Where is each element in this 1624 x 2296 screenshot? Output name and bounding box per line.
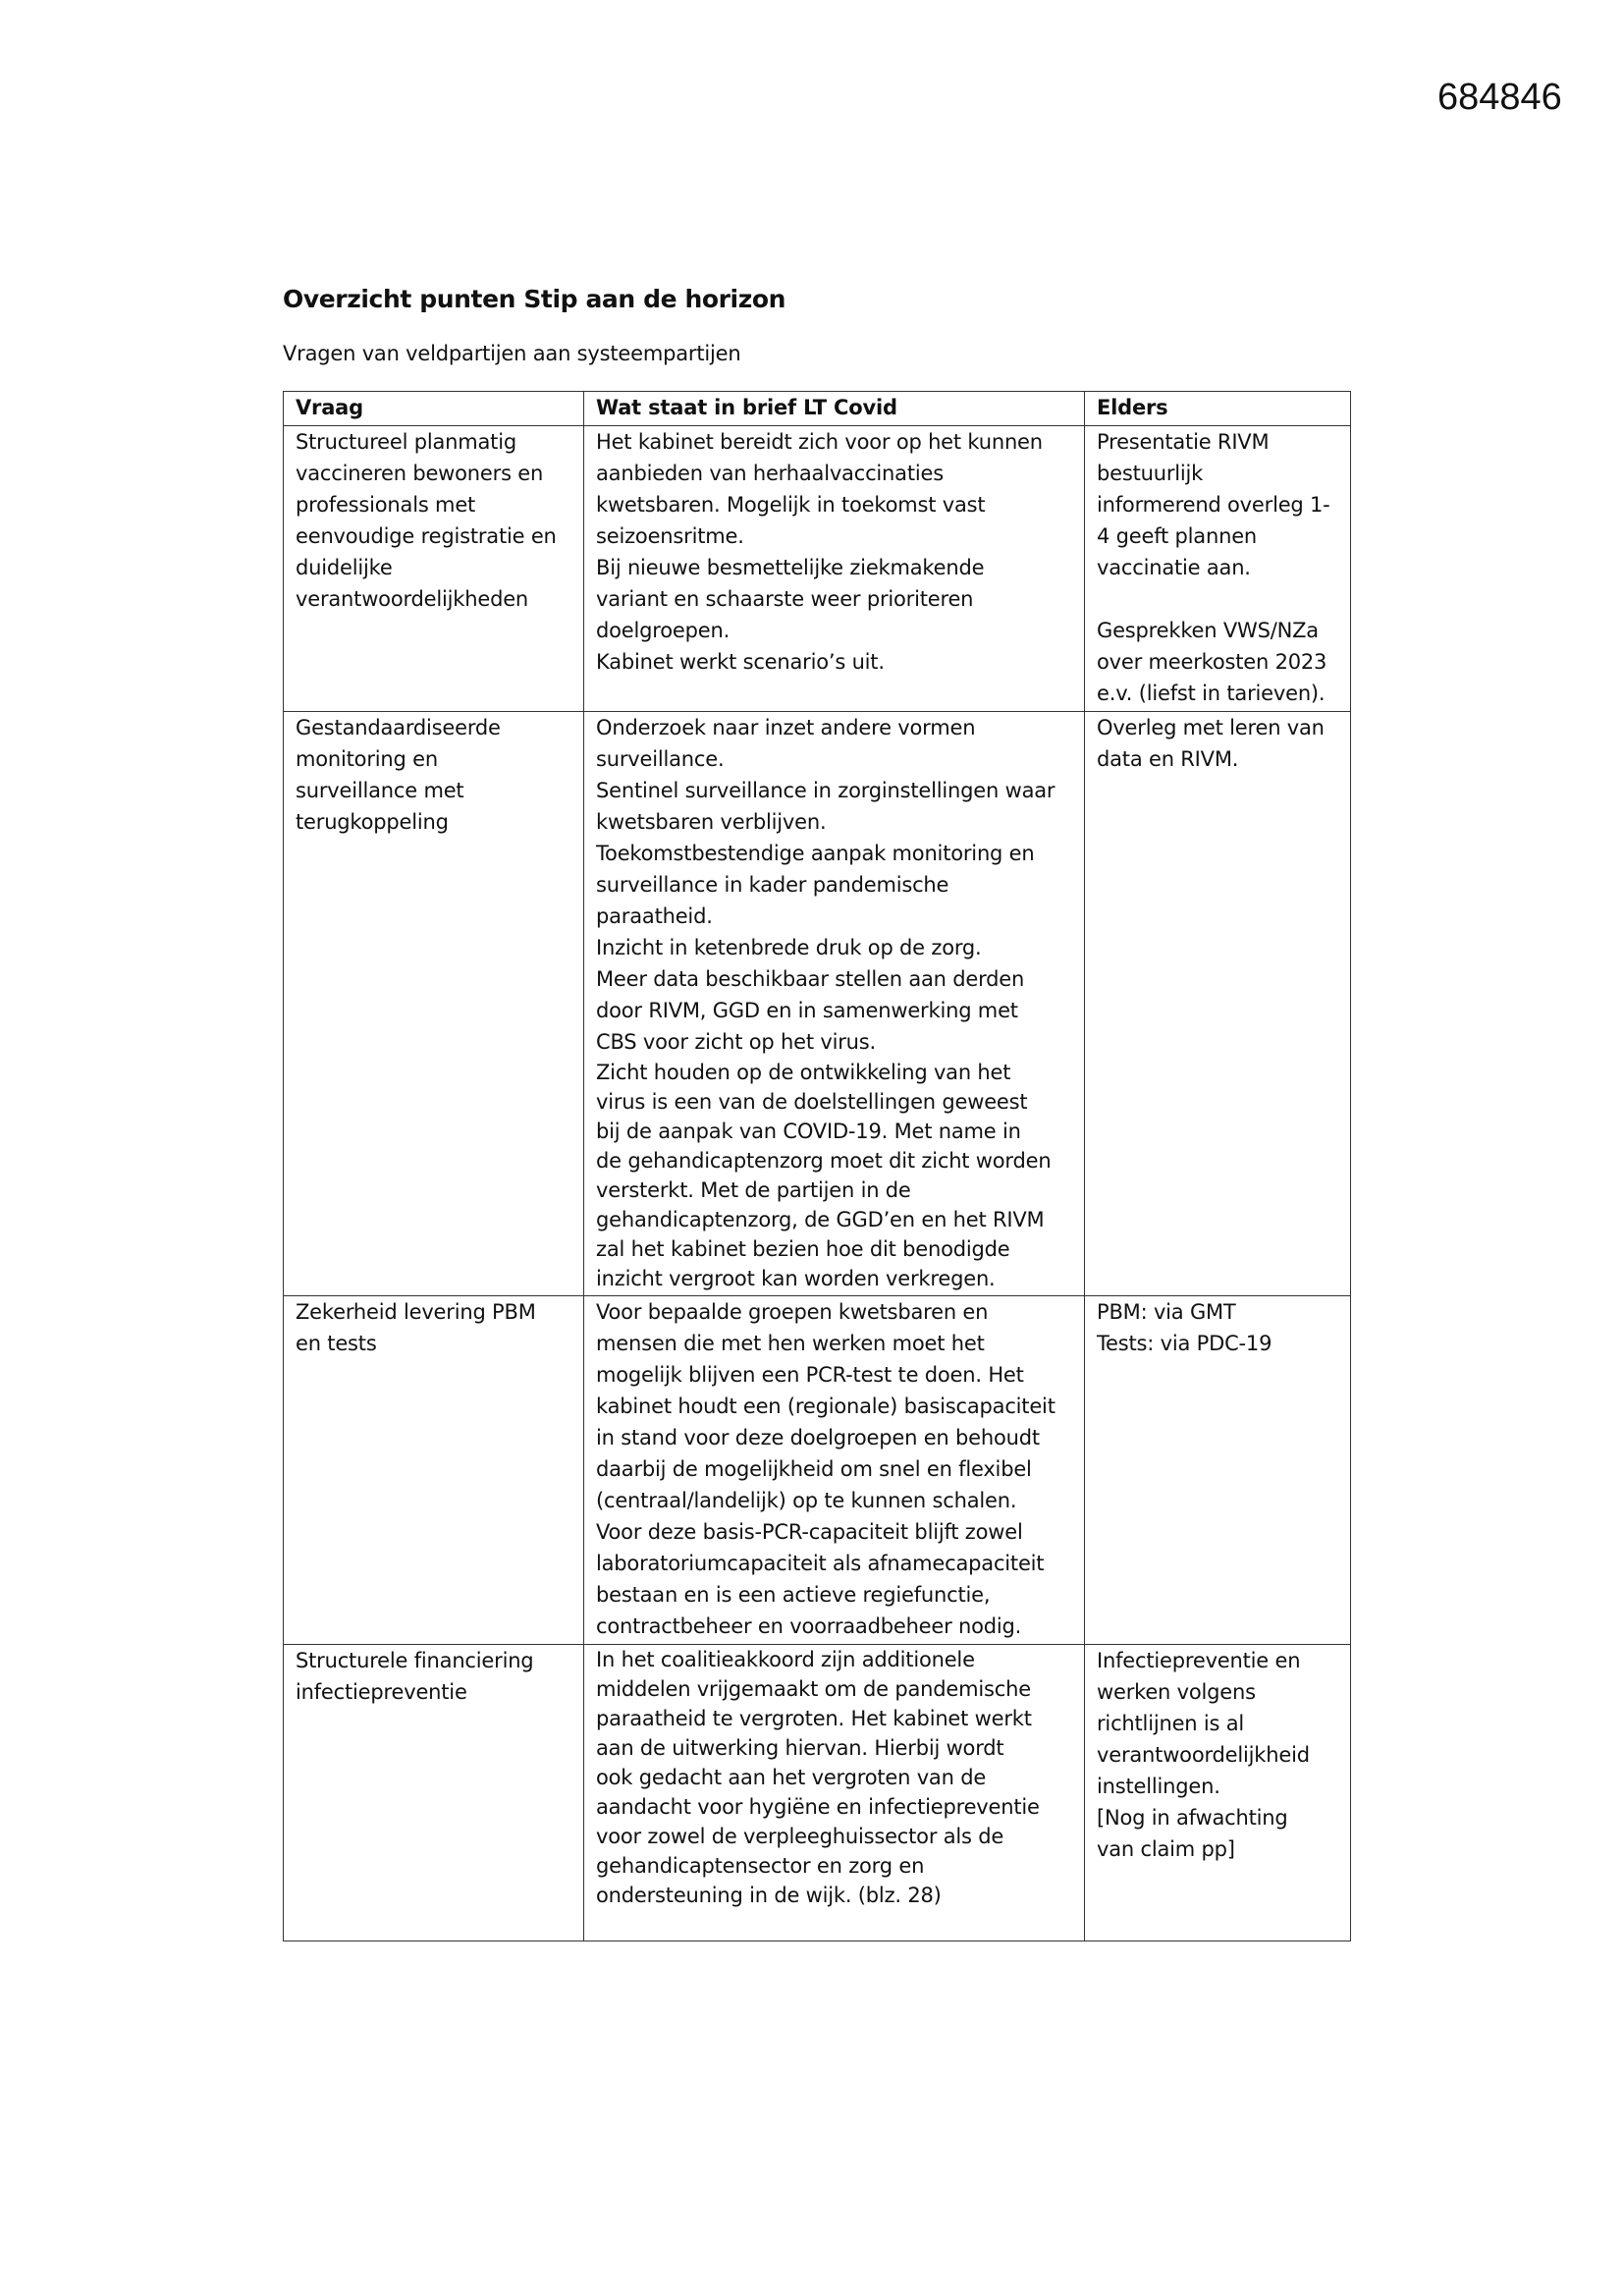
table-header-row	[284, 392, 1351, 426]
cell-text-line: Zicht houden op de ontwikkeling van het	[596, 1061, 1011, 1084]
header-elders: Elders	[1085, 392, 1351, 426]
cell-text-line: kwetsbaren verblijven.	[596, 810, 827, 834]
cell-text-line: Zekerheid levering PBM	[296, 1300, 536, 1324]
cell-text-line: [Nog in afwachting	[1097, 1806, 1288, 1830]
cell-elders	[1085, 426, 1351, 712]
cell-brief	[584, 1645, 1085, 1941]
cell-text-line: seizoensritme.	[596, 524, 744, 548]
cell-text-line: en tests	[296, 1332, 377, 1355]
cell-text-line: kabinet houdt een (regionale) basiscapaciteit	[596, 1394, 1056, 1418]
cell-text-line: middelen vrijgemaakt om de pandemische	[596, 1677, 1031, 1701]
cell-text-line: aanbieden van herhaalvaccinaties	[596, 462, 944, 485]
cell-text-line: gehandicaptenzorg, de GGD’en en het RIVM	[596, 1208, 1045, 1231]
cell-text-line: inzicht vergroot kan worden verkregen.	[596, 1267, 996, 1290]
cell-text-line: over meerkosten 2023	[1097, 650, 1327, 674]
cell-text-line: surveillance met	[296, 779, 464, 802]
cell-text-line: bij de aanpak van COVID-19. Met name in	[596, 1120, 1021, 1143]
cell-text-line: voor zowel de verpleeghuissector als de	[596, 1825, 1004, 1848]
cell-text-line: duidelijke	[296, 556, 393, 579]
cell-text-line: de gehandicaptenzorg moet dit zicht worden	[596, 1149, 1052, 1173]
cell-elders	[1085, 1296, 1351, 1645]
elders-block	[1097, 615, 1340, 709]
cell-elders	[1085, 712, 1351, 1296]
cell-text-line: aandacht voor hygiëne en infectiepreventie	[596, 1795, 1040, 1819]
cell-text-line: ondersteuning in de wijk. (blz. 28)	[596, 1884, 942, 1907]
cell-text-line: bestuurlijk	[1097, 462, 1204, 485]
cell-text-line: Het kabinet bereidt zich voor op het kunnen	[596, 430, 1043, 454]
cell-text-line: Voor deze basis-PCR-capaciteit blijft zowel	[596, 1520, 1023, 1544]
cell-text-line: Tests: via PDC-19	[1097, 1332, 1272, 1355]
cell-text-line: terugkoppeling	[296, 810, 449, 834]
cell-text-line: contractbeheer en voorraadbeheer nodig.	[596, 1614, 1022, 1638]
cell-text-line: ook gedacht aan het vergroten van de	[596, 1766, 987, 1789]
cell-text-line: Overleg met leren van	[1097, 716, 1325, 739]
cell-text-line: door RIVM, GGD en in samenwerking met	[596, 999, 1018, 1022]
cell-text-line: Structureel planmatig	[296, 430, 516, 454]
cell-text-line: paraatheid te vergroten. Het kabinet werkt	[596, 1707, 1032, 1730]
cell-text-line: 4 geeft plannen	[1097, 524, 1258, 548]
cell-text-line: Kabinet werkt scenario’s uit.	[596, 650, 885, 674]
cell-text-line: vaccineren bewoners en	[296, 462, 544, 485]
brief-block	[596, 712, 1074, 1058]
table-row	[284, 1645, 1351, 1941]
cell-text-line: infectiepreventie	[296, 1680, 467, 1704]
cell-text-line: instellingen.	[1097, 1775, 1220, 1798]
document-number: 684846	[1437, 77, 1562, 118]
cell-text-line: Infectiepreventie en	[1097, 1649, 1301, 1672]
table-row	[284, 712, 1351, 1296]
header-brief: Wat staat in brief LT Covid	[584, 392, 1085, 426]
cell-text-line: PBM: via GMT	[1097, 1300, 1236, 1324]
cell-text-line: CBS voor zicht op het virus.	[596, 1030, 876, 1054]
cell-brief	[584, 712, 1085, 1296]
cell-text-line: Gestandaardiseerde	[296, 716, 501, 739]
header-vraag: Vraag	[284, 392, 584, 426]
cell-text-line: werken volgens	[1097, 1680, 1256, 1704]
cell-brief	[584, 426, 1085, 712]
document-title: Overzicht punten Stip aan de horizon	[283, 285, 786, 313]
cell-text-line: bestaan en is een actieve regiefunctie,	[596, 1583, 991, 1607]
table-row	[284, 426, 1351, 712]
cell-text-line: Toekomstbestendige aanpak monitoring en	[596, 842, 1035, 865]
cell-text-line: richtlijnen is al	[1097, 1712, 1245, 1735]
table-row	[284, 1296, 1351, 1645]
cell-text-line: informerend overleg 1-	[1097, 493, 1330, 517]
cell-vraag	[284, 1296, 584, 1645]
cell-text-line: Onderzoek naar inzet andere vormen	[596, 716, 976, 739]
cell-text-line: virus is een van de doelstellingen geweest	[596, 1090, 1028, 1114]
cell-text-line: mogelijk blijven een PCR-test te doen. Het	[596, 1363, 1024, 1387]
cell-text-line: Bij nieuwe besmettelijke ziekmakende	[596, 556, 985, 579]
cell-text-line: surveillance.	[596, 747, 725, 771]
cell-text-line: Presentatie RIVM	[1097, 430, 1270, 454]
cell-text-line: verantwoordelijkheid	[1097, 1743, 1310, 1767]
cell-text-line: professionals met	[296, 493, 476, 517]
cell-text-line: doelgroepen.	[596, 619, 731, 642]
cell-text-line: surveillance in kader pandemische	[596, 873, 949, 897]
cell-text-line: kwetsbaren. Mogelijk in toekomst vast	[596, 493, 986, 517]
overview-table	[283, 391, 1351, 1941]
document-subtitle: Vragen van veldpartijen aan systeempartijen	[283, 342, 741, 365]
cell-text-line: variant en schaarste weer prioriteren	[596, 587, 974, 611]
cell-text-line: e.v. (liefst in tarieven).	[1097, 682, 1326, 705]
cell-vraag	[284, 712, 584, 1296]
cell-text-line: data en RIVM.	[1097, 747, 1239, 771]
cell-text-line: in stand voor deze doelgroepen en behoudt	[596, 1426, 1040, 1449]
cell-text-line: daarbij de mogelijkheid om snel en flexibel	[596, 1457, 1032, 1481]
cell-text-line: vaccinatie aan.	[1097, 556, 1251, 579]
cell-elders	[1085, 1645, 1351, 1941]
cell-text-line: (centraal/landelijk) op te kunnen schalen.	[596, 1489, 1017, 1512]
elders-block	[1097, 426, 1340, 583]
cell-vraag	[284, 426, 584, 712]
cell-text-line: monitoring en	[296, 747, 438, 771]
cell-vraag	[284, 1645, 584, 1941]
cell-brief	[584, 1296, 1085, 1645]
cell-text-line: Meer data beschikbaar stellen aan derden	[596, 967, 1025, 991]
cell-text-line: van claim pp]	[1097, 1837, 1235, 1861]
cell-text-line: verantwoordelijkheden	[296, 587, 529, 611]
cell-text-line: eenvoudige registratie en	[296, 524, 557, 548]
cell-text-line: versterkt. Met de partijen in de	[596, 1178, 911, 1202]
cell-text-line: gehandicaptensector en zorg en	[596, 1854, 925, 1878]
cell-text-line: aan de uitwerking hiervan. Hierbij wordt	[596, 1736, 1004, 1760]
cell-text-line: paraatheid.	[596, 904, 713, 928]
cell-text-line: Gesprekken VWS/NZa	[1097, 619, 1319, 642]
cell-text-line: laboratoriumcapaciteit als afnamecapaciteit	[596, 1552, 1045, 1575]
cell-text-line: mensen die met hen werken moet het	[596, 1332, 985, 1355]
cell-text-line: Sentinel surveillance in zorginstellingen waar	[596, 779, 1056, 802]
brief-block	[596, 1058, 1074, 1293]
cell-text-line: Voor bepaalde groepen kwetsbaren en	[596, 1300, 989, 1324]
cell-text-line: Structurele financiering	[296, 1649, 534, 1672]
cell-text-line: Inzicht in ketenbrede druk op de zorg.	[596, 936, 982, 959]
cell-text-line: In het coalitieakkoord zijn additionele	[596, 1648, 975, 1671]
cell-text-line: zal het kabinet bezien hoe dit benodigde	[596, 1237, 1010, 1261]
